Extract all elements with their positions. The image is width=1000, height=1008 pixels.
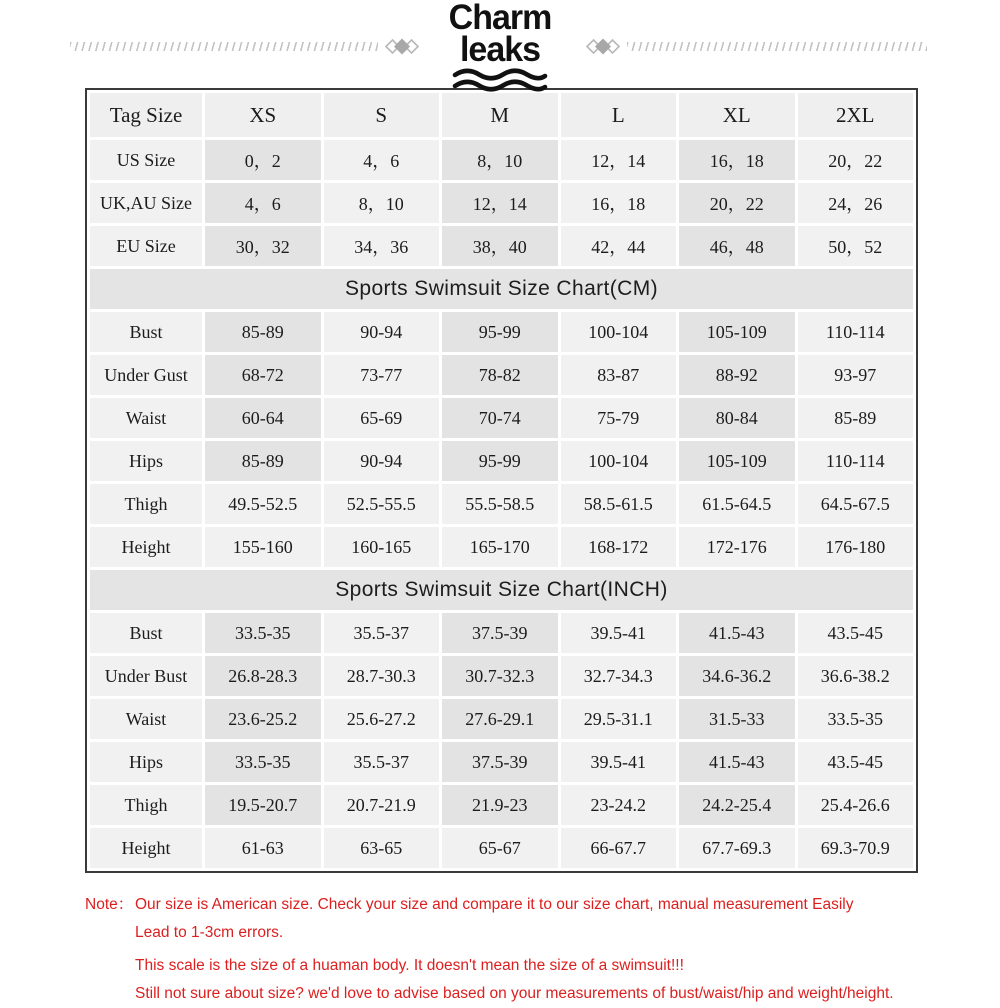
size-value-cell: 46，48 bbox=[679, 226, 795, 266]
size-value-cell: 66-67.7 bbox=[561, 828, 677, 868]
size-value-cell: 24.2-25.4 bbox=[679, 785, 795, 825]
size-value-cell: 105-109 bbox=[679, 312, 795, 352]
note-body bbox=[135, 891, 930, 1008]
table-row bbox=[90, 785, 913, 825]
size-value-cell: 38，40 bbox=[442, 226, 558, 266]
row-label: Under Bust bbox=[90, 656, 202, 696]
row-label: US Size bbox=[90, 140, 202, 180]
table-row bbox=[90, 742, 913, 782]
size-value-cell: 43.5-45 bbox=[798, 742, 914, 782]
table-row bbox=[90, 398, 913, 438]
size-value-cell: 95-99 bbox=[442, 312, 558, 352]
note-line: This scale is the size of a huaman body. It doesn't mean the size of a swimsuit!!! bbox=[135, 957, 684, 974]
size-value-cell: 73-77 bbox=[324, 355, 440, 395]
size-value-cell: 43.5-45 bbox=[798, 613, 914, 653]
size-value-cell: 31.5-33 bbox=[679, 699, 795, 739]
section-title-row bbox=[90, 570, 913, 610]
size-value-cell: 60-64 bbox=[205, 398, 321, 438]
size-value-cell: 69.3-70.9 bbox=[798, 828, 914, 868]
size-value-cell: 58.5-61.5 bbox=[561, 484, 677, 524]
size-value-cell: 20，22 bbox=[798, 140, 914, 180]
table-row bbox=[90, 613, 913, 653]
size-value-cell: 65-69 bbox=[324, 398, 440, 438]
table-row bbox=[90, 226, 913, 266]
size-value-cell: 75-79 bbox=[561, 398, 677, 438]
size-value-cell: 50，52 bbox=[798, 226, 914, 266]
size-value-cell: 172-176 bbox=[679, 527, 795, 567]
column-header: L bbox=[561, 93, 677, 137]
brand-name-line2: leaks bbox=[459, 29, 541, 69]
table-row bbox=[90, 656, 913, 696]
row-label: Hips bbox=[90, 441, 202, 481]
size-value-cell: 20.7-21.9 bbox=[324, 785, 440, 825]
row-label: Thigh bbox=[90, 785, 202, 825]
row-label: Under Gust bbox=[90, 355, 202, 395]
size-value-cell: 63-65 bbox=[324, 828, 440, 868]
row-label: Waist bbox=[90, 398, 202, 438]
size-value-cell: 37.5-39 bbox=[442, 613, 558, 653]
table-row bbox=[90, 828, 913, 868]
column-header: M bbox=[442, 93, 558, 137]
size-value-cell: 49.5-52.5 bbox=[205, 484, 321, 524]
size-value-cell: 23.6-25.2 bbox=[205, 699, 321, 739]
row-label: Height bbox=[90, 527, 202, 567]
size-value-cell: 25.4-26.6 bbox=[798, 785, 914, 825]
size-value-cell: 90-94 bbox=[324, 312, 440, 352]
size-value-cell: 4，6 bbox=[324, 140, 440, 180]
size-value-cell: 34，36 bbox=[324, 226, 440, 266]
size-value-cell: 85-89 bbox=[798, 398, 914, 438]
size-value-cell: 27.6-29.1 bbox=[442, 699, 558, 739]
size-value-cell: 70-74 bbox=[442, 398, 558, 438]
column-header: 2XL bbox=[798, 93, 914, 137]
table-row bbox=[90, 140, 913, 180]
size-value-cell: 12，14 bbox=[442, 183, 558, 223]
row-label: Height bbox=[90, 828, 202, 868]
size-value-cell: 28.7-30.3 bbox=[324, 656, 440, 696]
note-block bbox=[85, 891, 930, 1008]
size-value-cell: 26.8-28.3 bbox=[205, 656, 321, 696]
row-label: Thigh bbox=[90, 484, 202, 524]
size-value-cell: 37.5-39 bbox=[442, 742, 558, 782]
size-value-cell: 16，18 bbox=[561, 183, 677, 223]
table-header-row bbox=[90, 93, 913, 137]
size-value-cell: 19.5-20.7 bbox=[205, 785, 321, 825]
size-value-cell: 30.7-32.3 bbox=[442, 656, 558, 696]
section-title-row bbox=[90, 269, 913, 309]
size-value-cell: 41.5-43 bbox=[679, 742, 795, 782]
size-value-cell: 165-170 bbox=[442, 527, 558, 567]
size-value-cell: 21.9-23 bbox=[442, 785, 558, 825]
size-value-cell: 33.5-35 bbox=[798, 699, 914, 739]
size-value-cell: 110-114 bbox=[798, 441, 914, 481]
size-value-cell: 39.5-41 bbox=[561, 613, 677, 653]
size-value-cell: 168-172 bbox=[561, 527, 677, 567]
column-header: S bbox=[324, 93, 440, 137]
right-decoration bbox=[585, 38, 927, 55]
size-value-cell: 85-89 bbox=[205, 312, 321, 352]
size-value-cell: 88-92 bbox=[679, 355, 795, 395]
size-value-cell: 80-84 bbox=[679, 398, 795, 438]
size-value-cell: 20，22 bbox=[679, 183, 795, 223]
table-row bbox=[90, 484, 913, 524]
size-value-cell: 55.5-58.5 bbox=[442, 484, 558, 524]
size-value-cell: 33.5-35 bbox=[205, 742, 321, 782]
waves-icon bbox=[452, 68, 548, 94]
column-header: XL bbox=[679, 93, 795, 137]
size-value-cell: 16，18 bbox=[679, 140, 795, 180]
note-line: Still not sure about size? we'd love to advise based on your measurements of bust/waist/hip and weight/height. bbox=[135, 985, 894, 1002]
size-value-cell: 83-87 bbox=[561, 355, 677, 395]
size-value-cell: 85-89 bbox=[205, 441, 321, 481]
row-label: EU Size bbox=[90, 226, 202, 266]
diamond-ornament-icon bbox=[585, 38, 621, 55]
size-value-cell: 12，14 bbox=[561, 140, 677, 180]
row-label: Bust bbox=[90, 312, 202, 352]
brand-name-line1: Charm bbox=[448, 0, 552, 37]
size-value-cell: 155-160 bbox=[205, 527, 321, 567]
column-header-tag-size: Tag Size bbox=[90, 93, 202, 137]
note-line: Our size is American size. Check your size and compare it to our size chart, manual measurement Easily bbox=[135, 896, 854, 913]
size-value-cell: 65-67 bbox=[442, 828, 558, 868]
size-value-cell: 0，2 bbox=[205, 140, 321, 180]
size-value-cell: 100-104 bbox=[561, 312, 677, 352]
size-value-cell: 35.5-37 bbox=[324, 742, 440, 782]
brand-header bbox=[0, 0, 1000, 88]
size-value-cell: 95-99 bbox=[442, 441, 558, 481]
note-label: Note： bbox=[85, 896, 134, 913]
size-value-cell: 8，10 bbox=[324, 183, 440, 223]
size-value-cell: 93-97 bbox=[798, 355, 914, 395]
size-value-cell: 90-94 bbox=[324, 441, 440, 481]
size-value-cell: 4，6 bbox=[205, 183, 321, 223]
section-title: Sports Swimsuit Size Chart(INCH) bbox=[90, 570, 913, 610]
size-value-cell: 100-104 bbox=[561, 441, 677, 481]
size-value-cell: 105-109 bbox=[679, 441, 795, 481]
size-value-cell: 160-165 bbox=[324, 527, 440, 567]
size-value-cell: 32.7-34.3 bbox=[561, 656, 677, 696]
hatch-line-icon bbox=[627, 42, 927, 51]
table-row bbox=[90, 355, 913, 395]
table-row bbox=[90, 699, 913, 739]
size-value-cell: 61-63 bbox=[205, 828, 321, 868]
size-value-cell: 33.5-35 bbox=[205, 613, 321, 653]
size-value-cell: 29.5-31.1 bbox=[561, 699, 677, 739]
size-value-cell: 61.5-64.5 bbox=[679, 484, 795, 524]
size-value-cell: 30，32 bbox=[205, 226, 321, 266]
size-value-cell: 110-114 bbox=[798, 312, 914, 352]
table-row bbox=[90, 312, 913, 352]
row-label: Hips bbox=[90, 742, 202, 782]
table-row bbox=[90, 183, 913, 223]
column-header: XS bbox=[205, 93, 321, 137]
size-value-cell: 24，26 bbox=[798, 183, 914, 223]
size-value-cell: 78-82 bbox=[442, 355, 558, 395]
size-value-cell: 8，10 bbox=[442, 140, 558, 180]
size-value-cell: 68-72 bbox=[205, 355, 321, 395]
size-value-cell: 34.6-36.2 bbox=[679, 656, 795, 696]
size-value-cell: 176-180 bbox=[798, 527, 914, 567]
size-value-cell: 39.5-41 bbox=[561, 742, 677, 782]
size-value-cell: 35.5-37 bbox=[324, 613, 440, 653]
table-row bbox=[90, 527, 913, 567]
table-row bbox=[90, 441, 913, 481]
size-value-cell: 41.5-43 bbox=[679, 613, 795, 653]
size-value-cell: 23-24.2 bbox=[561, 785, 677, 825]
row-label: Waist bbox=[90, 699, 202, 739]
size-chart-table bbox=[85, 88, 918, 873]
row-label: UK,AU Size bbox=[90, 183, 202, 223]
size-value-cell: 64.5-67.5 bbox=[798, 484, 914, 524]
size-value-cell: 52.5-55.5 bbox=[324, 484, 440, 524]
row-label: Bust bbox=[90, 613, 202, 653]
size-value-cell: 42，44 bbox=[561, 226, 677, 266]
size-value-cell: 67.7-69.3 bbox=[679, 828, 795, 868]
section-title: Sports Swimsuit Size Chart(CM) bbox=[90, 269, 913, 309]
note-line: Lead to 1-3cm errors. bbox=[135, 924, 284, 941]
size-value-cell: 36.6-38.2 bbox=[798, 656, 914, 696]
size-value-cell: 25.6-27.2 bbox=[324, 699, 440, 739]
